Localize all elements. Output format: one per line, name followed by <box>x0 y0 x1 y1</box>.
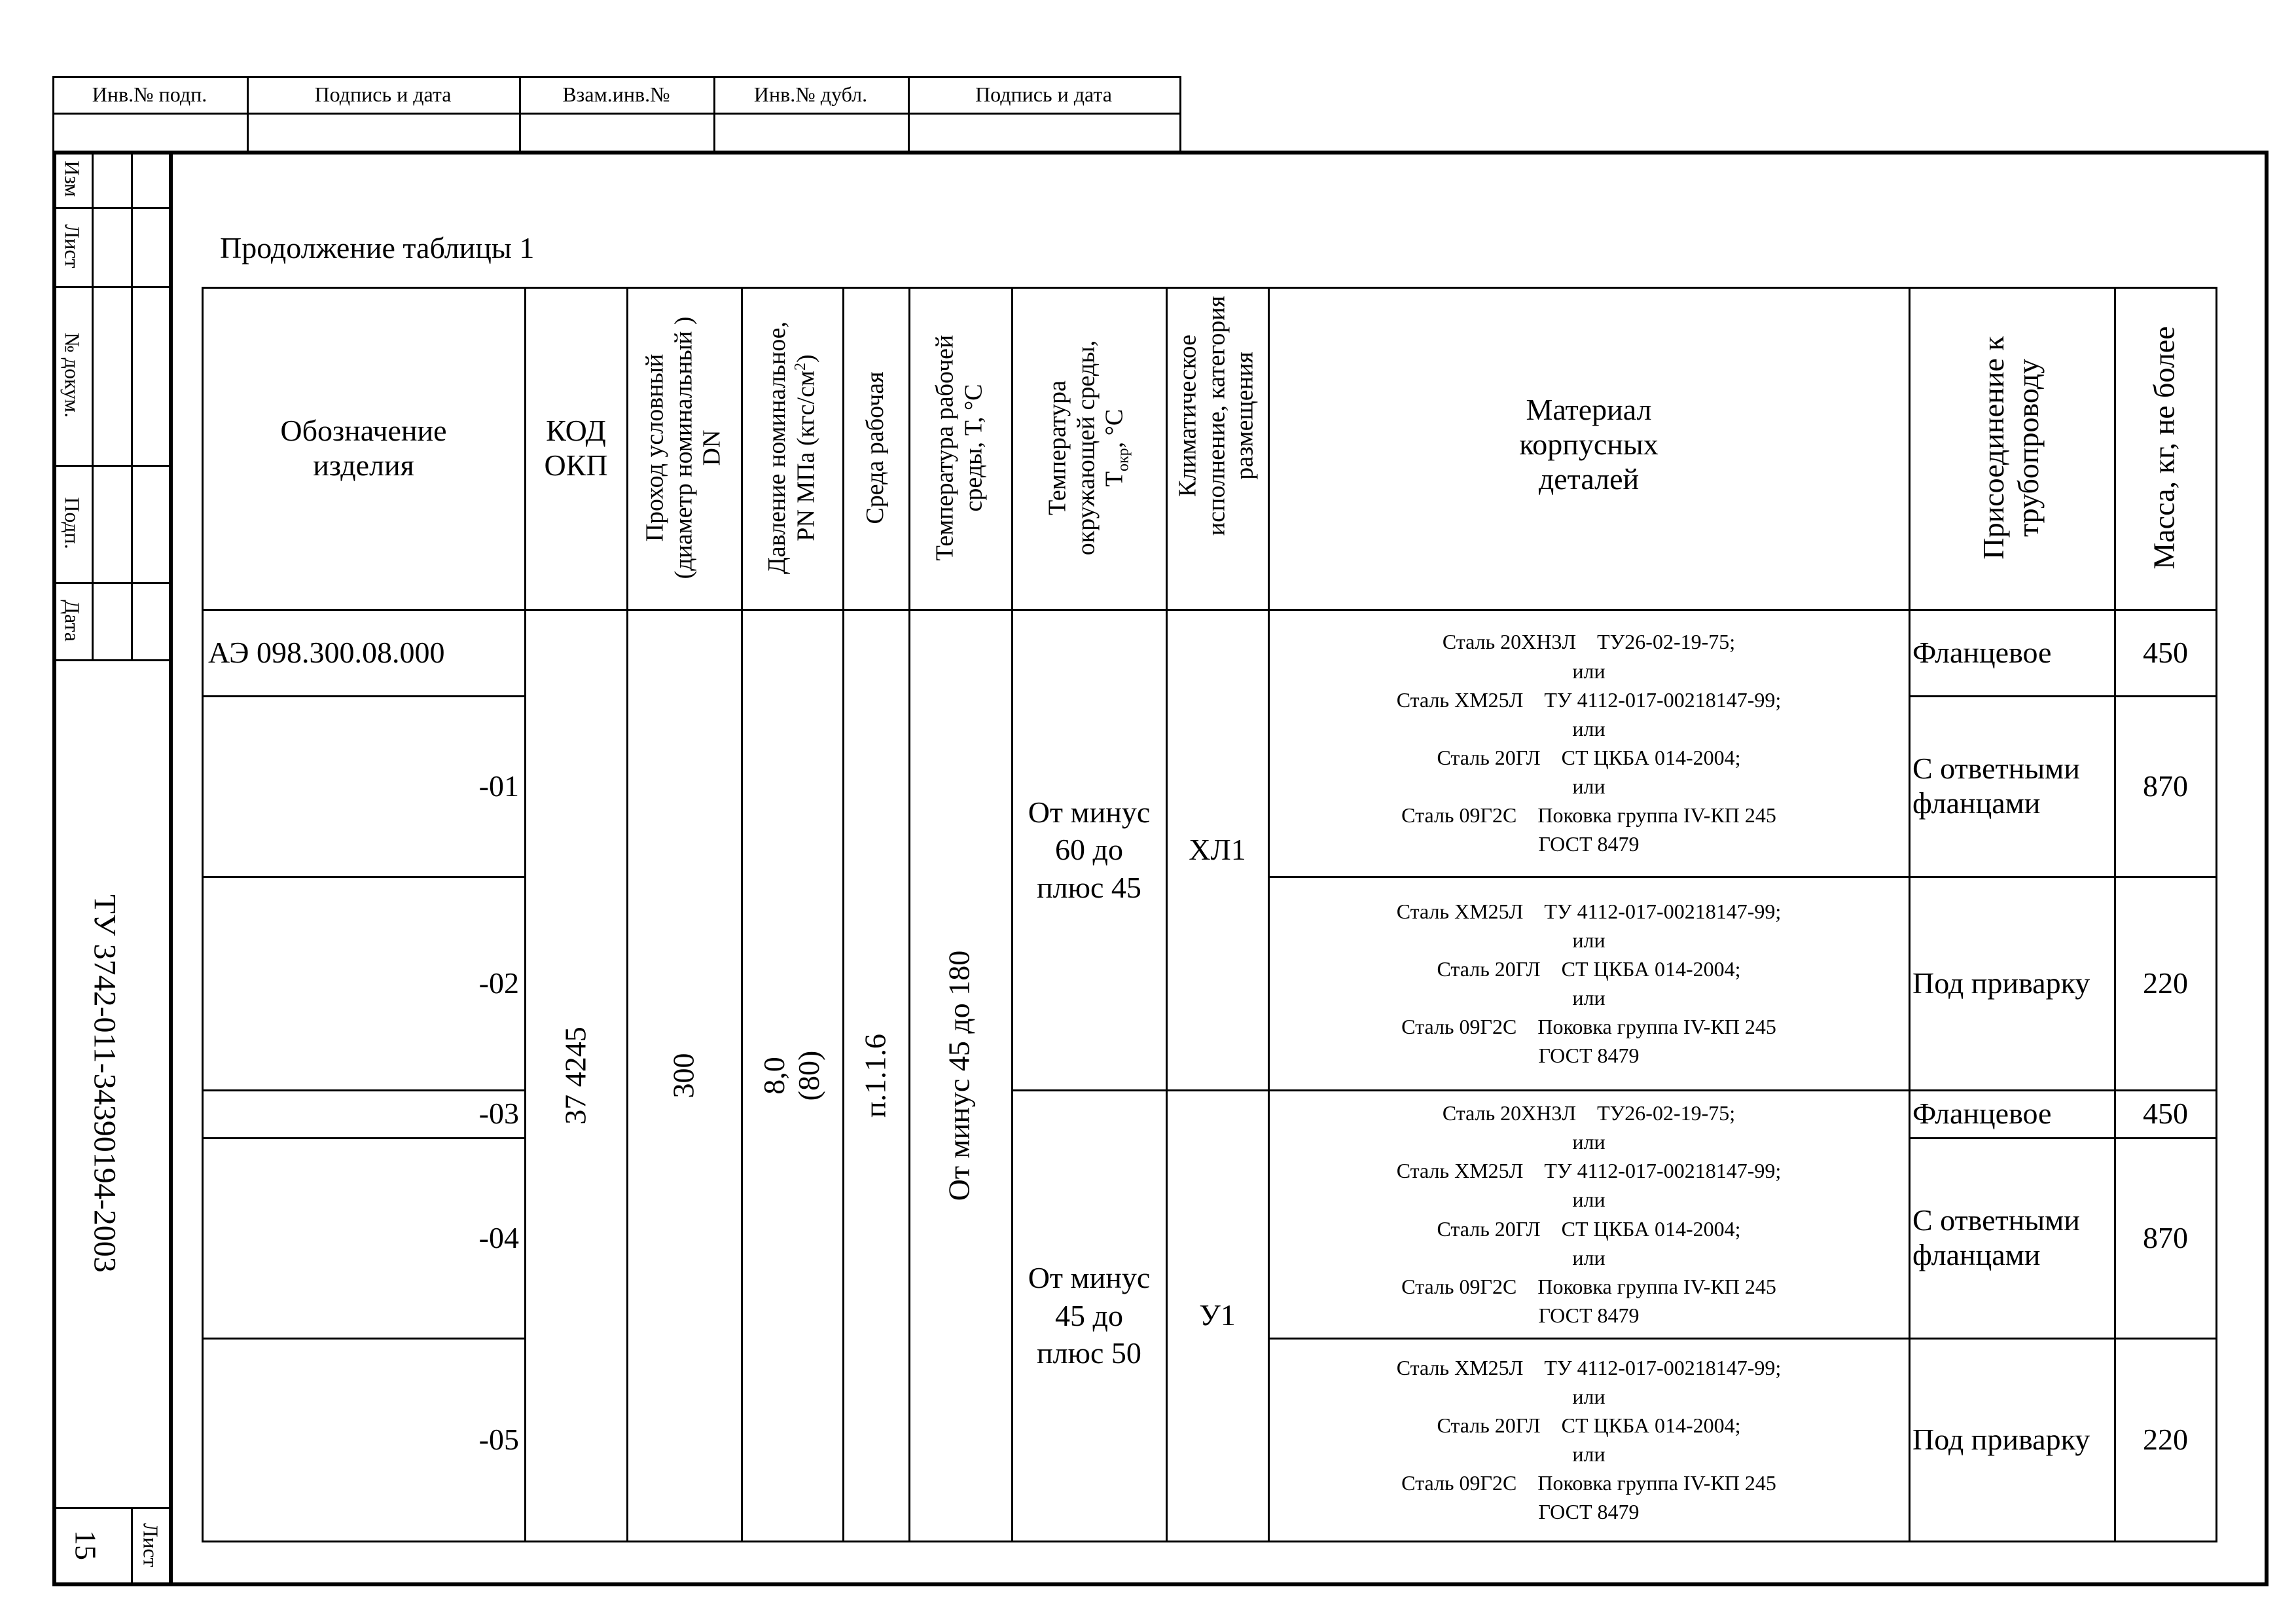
stamp-podpis-data-2: Подпись и дата <box>975 82 1112 106</box>
connection-cell: С ответными фланцами <box>1912 752 2080 820</box>
side-sheet-number: 15 <box>69 1530 103 1560</box>
climate-value-a: ХЛ1 <box>1189 832 1246 866</box>
header-t-env-sub: окр <box>1115 448 1132 471</box>
side-izm: Изм <box>60 160 84 197</box>
side-data: Дата <box>60 600 84 642</box>
header-t-env <box>1044 340 1134 556</box>
material-line: Сталь ХМ25Л ТУ 4112-017-00218147-99; <box>1396 1355 1782 1379</box>
side-sheet-label: Лист <box>139 1523 163 1567</box>
connection-cell: С ответными фланцами <box>1912 1203 2080 1271</box>
connection-cell: Фланцевое <box>1912 1097 2052 1131</box>
connection-cell: Под приварку <box>1912 966 2090 1000</box>
designation-cell: -02 <box>478 966 519 1000</box>
material-line: или <box>1572 1245 1605 1269</box>
header-mass: Масса, кг, не более <box>2147 326 2181 570</box>
header-t-env-symbol: Т <box>1101 471 1129 487</box>
climate-value-b: У1 <box>1199 1298 1236 1332</box>
header-pn-unit: PN МПа (кгс/см <box>792 370 820 541</box>
material-line: Сталь 09Г2С Поковка группа IV-КП 245 <box>1401 1471 1776 1495</box>
material-line: Сталь 09Г2С Поковка группа IV-КП 245 <box>1401 1274 1776 1298</box>
stamp-podpis-data: Подпись и дата <box>314 82 452 106</box>
material-group-2 <box>1269 877 1909 1089</box>
header-okp: КОД ОКП <box>544 414 608 482</box>
material-group-4 <box>1269 1339 1909 1541</box>
material-line: Сталь ХМ25Л ТУ 4112-017-00218147-99; <box>1396 899 1782 923</box>
material-line: Сталь 20ГЛ СТ ЦКБА 014-2004; <box>1437 1216 1741 1241</box>
material-line: Сталь 20ГЛ СТ ЦКБА 014-2004; <box>1437 957 1741 981</box>
header-material: Материал корпусных деталей <box>1519 393 1659 496</box>
designation-cell: -03 <box>478 1097 519 1131</box>
stamp-inv-dubl: Инв.№ дубл. <box>753 82 868 106</box>
designation-cell: -01 <box>478 769 519 803</box>
material-line: Сталь 20ХН3Л ТУ26-02-19-75; <box>1442 630 1736 654</box>
header-medium: Среда рабочая <box>861 371 889 524</box>
header-climate: Климатическое исполнение, категория размещения <box>1174 295 1259 536</box>
material-group-3 <box>1269 1091 1909 1338</box>
material-line: Сталь 09Г2С Поковка группа IV-КП 245 <box>1401 1015 1776 1039</box>
header-dn: Проход условный (диаметр номинальный ) DN <box>641 316 726 579</box>
t-env-value-b: От минус 45 до плюс 50 <box>1028 1261 1151 1370</box>
header-pn-sup: 2 <box>791 362 809 371</box>
connection-cell: Под приварку <box>1912 1422 2090 1456</box>
side-list: Лист <box>60 224 84 268</box>
material-line: Сталь 20ГЛ СТ ЦКБА 014-2004; <box>1437 1413 1741 1437</box>
material-line: Сталь 20ГЛ СТ ЦКБА 014-2004; <box>1437 746 1741 769</box>
header-t-medium: Температура рабочей среды, Т, °С <box>931 335 987 561</box>
material-line: ГОСТ 8479 <box>1538 1500 1640 1524</box>
side-doc-code: ТУ 3742-011-34390194-2003 <box>87 894 122 1273</box>
stamp-vzam-inv: Взам.инв.№ <box>562 82 670 106</box>
pn-value-kgs: (80) <box>792 1050 825 1101</box>
material-line: Сталь ХМ25Л ТУ 4112-017-00218147-99; <box>1396 1159 1782 1183</box>
pn-value <box>757 1051 827 1101</box>
material-line: или <box>1572 1188 1605 1212</box>
header-pn-line2 <box>792 321 821 574</box>
material-line: ГОСТ 8479 <box>1538 1044 1640 1068</box>
material-line: или <box>1572 659 1605 683</box>
header-t-env-line3 <box>1101 340 1133 556</box>
mass-cell: 220 <box>2143 1422 2188 1456</box>
mass-cell: 870 <box>2143 769 2188 803</box>
header-pn <box>763 321 821 574</box>
side-podp: Подп. <box>60 497 84 549</box>
mass-cell: 870 <box>2143 1220 2188 1254</box>
t-env-value-a: От минус 60 до плюс 45 <box>1028 795 1151 904</box>
mass-cell: 220 <box>2143 966 2188 1000</box>
material-line: или <box>1572 1130 1605 1154</box>
material-line: Сталь 20ХН3Л ТУ26-02-19-75; <box>1442 1101 1736 1125</box>
mass-cell: 450 <box>2143 635 2188 669</box>
dn-value: 300 <box>666 1053 700 1099</box>
material-line: ГОСТ 8479 <box>1538 1303 1640 1327</box>
material-line: или <box>1572 716 1605 740</box>
material-line: ГОСТ 8479 <box>1538 832 1640 856</box>
material-line: или <box>1572 775 1605 799</box>
material-line: или <box>1572 986 1605 1010</box>
designation-cell: -04 <box>478 1220 519 1254</box>
table-caption: Продолжение таблицы 1 <box>220 231 535 264</box>
designation-cell: -05 <box>478 1422 519 1456</box>
material-line: или <box>1572 1384 1605 1408</box>
connection-cell: Фланцевое <box>1912 635 2052 669</box>
mass-cell: 450 <box>2143 1097 2188 1131</box>
header-t-env-line1: Температура <box>1043 380 1071 515</box>
okp-value: 37 4245 <box>558 1027 592 1125</box>
header-connection: Присоединение к трубопроводу <box>1977 336 2045 560</box>
header-pn-end: ) <box>792 354 820 363</box>
designation-cell: АЭ 098.300.08.000 <box>208 635 445 669</box>
header-t-env-unit: , °С <box>1101 409 1129 448</box>
header-pn-line1: Давление номинальное, <box>762 321 791 575</box>
material-line: или <box>1572 928 1605 952</box>
material-line: Сталь ХМ25Л ТУ 4112-017-00218147-99; <box>1396 687 1782 712</box>
stamp-inv-podl: Инв.№ подп. <box>92 82 207 106</box>
header-t-env-line2: окружающей среды, <box>1072 340 1100 556</box>
header-designation: Обозначение изделия <box>280 414 447 482</box>
side-nom-dokum: № докум. <box>60 333 84 418</box>
t-medium-value: От минус 45 до 180 <box>942 950 976 1201</box>
medium-value: п.1.1.6 <box>858 1033 892 1118</box>
pn-value-mpa: 8,0 <box>757 1057 791 1095</box>
material-line: или <box>1572 1442 1605 1466</box>
material-group-1 <box>1269 610 1909 876</box>
material-line: Сталь 09Г2С Поковка группа IV-КП 245 <box>1401 803 1776 828</box>
